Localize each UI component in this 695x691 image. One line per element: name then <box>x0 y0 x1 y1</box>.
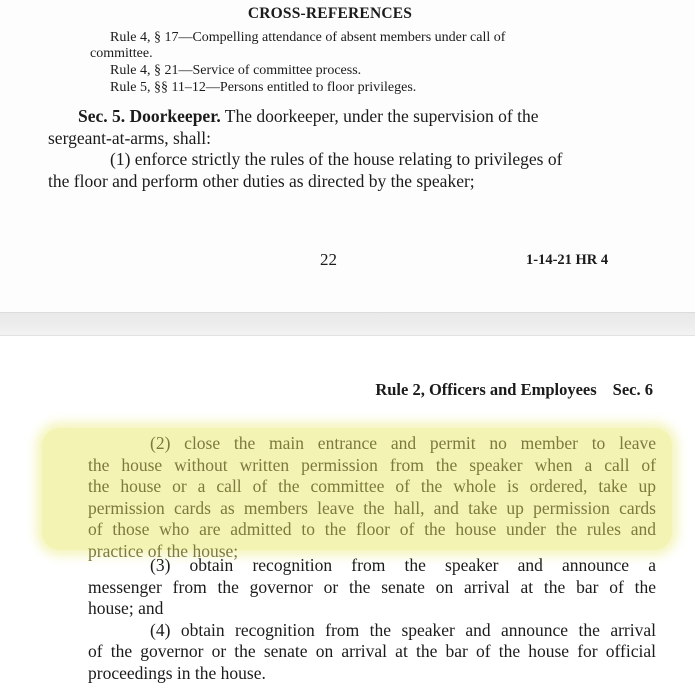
item-4-line: of the governor or the senate on arrival at the bar of the house for official <box>88 641 656 661</box>
page-number: 22 <box>320 250 337 269</box>
item-3-line: house; and <box>88 598 164 618</box>
section-5-intro-cont: sergeant-at-arms, shall: <box>48 127 211 148</box>
item-2-line: practice of the house; <box>88 540 239 561</box>
item-4-line: proceedings in the house. <box>88 662 266 683</box>
section-5-intro-text: The doorkeeper, under the supervision of the <box>220 106 539 126</box>
item-2-line: (2) close the main entrance and permit no member to leave <box>150 433 656 453</box>
item-2-line: permission cards as members leave the hall, and take up permission cards <box>88 497 656 518</box>
item-4-line: (4) obtain recognition from the speaker and announce the arrival <box>150 619 656 640</box>
section-5-heading: Sec. 5. Doorkeeper. <box>78 106 221 126</box>
item-3-line: messenger from the governor or the senate on arrival at the bar of the <box>88 576 656 597</box>
section-5-item-1-cont: the floor and perform other duties as directed by the speaker; <box>48 170 475 191</box>
document-id: 1-14-21 HR 4 <box>526 252 609 268</box>
items-3-4 <box>88 555 656 684</box>
item-2-line: the house or a call of the committee of the whole is ordered, take up <box>88 476 656 496</box>
section-5-intro <box>48 106 618 128</box>
item-2-line: of those who are admitted to the floor of the house under the rules and <box>88 519 656 539</box>
item-2-highlighted <box>88 433 656 562</box>
running-head <box>375 380 653 400</box>
cross-reference-line: Rule 5, §§ 11–12—Persons entitled to floor privileges. <box>110 80 417 95</box>
cross-reference-line: committee. <box>90 46 153 61</box>
section-5 <box>48 106 618 192</box>
section-5-item-1: (1) enforce strictly the rules of the house relating to privileges of <box>110 149 563 169</box>
cross-reference-line: Rule 4, § 21—Service of committee process. <box>110 63 362 78</box>
running-head-section: Sec. 6 <box>612 380 653 399</box>
cross-reference-line: Rule 4, § 17—Compelling attendance of absent members under call of <box>110 30 506 45</box>
cross-references-heading: CROSS-REFERENCES <box>247 5 413 22</box>
item-3-line: (3) obtain recognition from the speaker and announce a <box>150 555 656 575</box>
page-separator <box>0 312 695 336</box>
item-2-line: the house without written permission from the speaker when a call of <box>88 454 656 475</box>
running-head-title: Rule 2, Officers and Employees <box>375 380 597 399</box>
